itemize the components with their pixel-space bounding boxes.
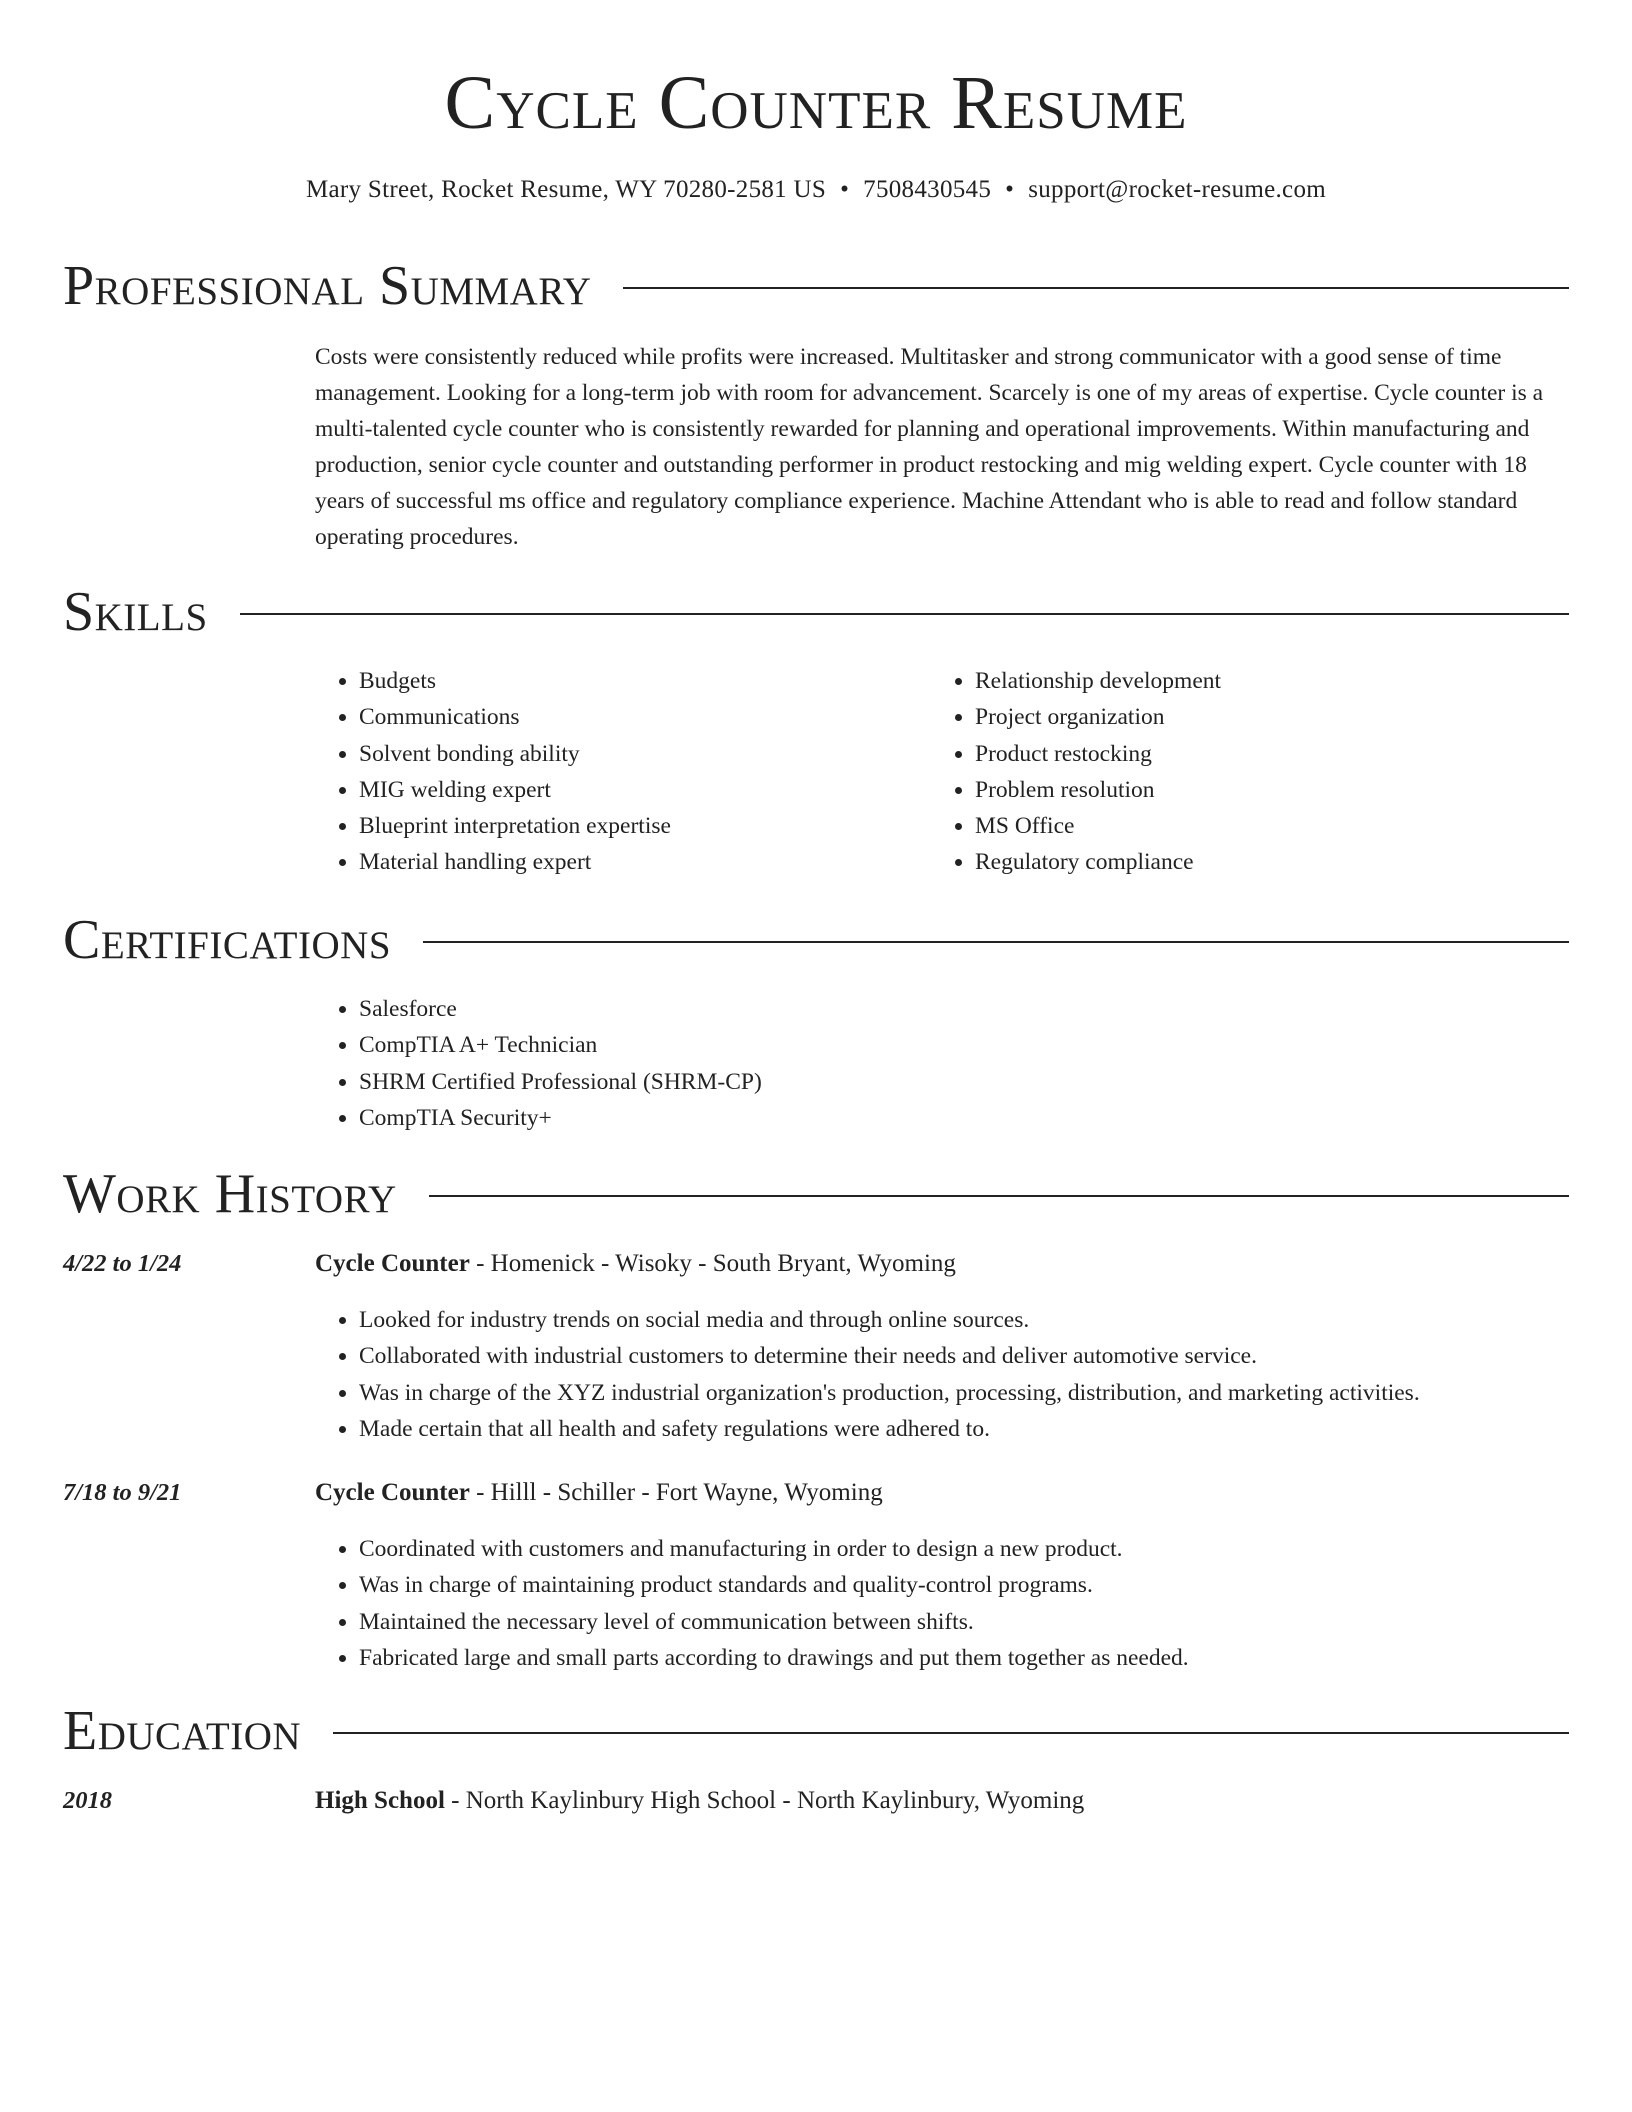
contact-separator: • (1005, 176, 1015, 203)
job-dates: 7/18 to 9/21 (63, 1479, 182, 1506)
skills-column-right (931, 663, 1221, 881)
job-title: Cycle Counter (315, 1479, 470, 1506)
section-title-work-history: Work History (63, 1163, 397, 1225)
resume-name-title: Cycle Counter Resume (444, 61, 1188, 145)
skill-item: • MS Office (975, 808, 1221, 844)
section-divider (240, 613, 1569, 615)
job-title: Cycle Counter (315, 1250, 470, 1277)
job-employer-location: - Hilll - Schiller - Fort Wayne, Wyoming (469, 1479, 883, 1506)
skill-item: • Material handling expert (359, 844, 671, 880)
job-dates: 4/22 to 1/24 (63, 1250, 182, 1277)
education-school-location: - North Kaylinbury High School - North Kaylinbury, Wyoming (444, 1787, 1085, 1814)
certification-item: • SHRM Certified Professional (SHRM-CP) (359, 1064, 762, 1100)
section-title-skills: Skills (63, 581, 208, 643)
section-title-education: Education (63, 1700, 302, 1762)
education-year: 2018 (63, 1787, 112, 1814)
certification-item: • CompTIA Security+ (359, 1100, 762, 1136)
job-heading (315, 1248, 956, 1280)
job-responsibilities (315, 1302, 1575, 1447)
contact-email: support@rocket-resume.com (1028, 176, 1326, 203)
certification-item: • CompTIA A+ Technician (359, 1027, 762, 1063)
summary-section-header (63, 254, 1569, 318)
contact-phone: 7508430545 (863, 176, 992, 203)
summary-text: Costs were consistently reduced while profits were increased. Multitasker and strong communicator with a good sense of time management. Looking for a long-term job with room for advancement. Scarcely is one of my areas of expertise. Cycle counter is a multi-talented cycle counter who is consistently rewarded for planning and operational improvements. Within manufacturing and production, senior cycle counter and outstanding performer in product restocking and mig welding expert. Cycle counter with 18 years of successful ms office and regulatory compliance experience. Machine Attendant who is able to read and follow standard operating procedures. (315, 344, 1544, 550)
skill-item: • Problem resolution (975, 772, 1221, 808)
section-divider (429, 1195, 1569, 1197)
skills-section-header (63, 580, 1569, 644)
section-divider (333, 1732, 1569, 1734)
work-history-section-header (63, 1162, 1569, 1226)
job-bullet: • Coordinated with customers and manufacturing in order to design a new product. (359, 1531, 1575, 1567)
certifications-list (315, 991, 762, 1136)
skill-item: • Product restocking (975, 736, 1221, 772)
skill-item: • Project organization (975, 699, 1221, 735)
certification-item: • Salesforce (359, 991, 762, 1027)
skill-item: • Solvent bonding ability (359, 736, 671, 772)
skill-item: • Relationship development (975, 663, 1221, 699)
job-bullet: • Was in charge of the XYZ industrial organization's production, processing, distribution, and marketing activities. (359, 1375, 1575, 1411)
section-divider (423, 941, 1569, 943)
job-bullet: • Maintained the necessary level of communication between shifts. (359, 1604, 1575, 1640)
job-responsibilities (315, 1531, 1575, 1676)
job-bullet: • Was in charge of maintaining product standards and quality-control programs. (359, 1567, 1575, 1603)
job-bullet: • Looked for industry trends on social media and through online sources. (359, 1302, 1575, 1338)
education-degree: High School (315, 1787, 445, 1814)
job-bullet: • Made certain that all health and safety regulations were adhered to. (359, 1411, 1575, 1447)
certifications-section-header (63, 908, 1569, 972)
contact-separator: • (840, 176, 850, 203)
job-heading (315, 1477, 883, 1509)
skill-item: • MIG welding expert (359, 772, 671, 808)
section-title-summary: Professional Summary (63, 255, 592, 317)
section-divider (623, 287, 1569, 289)
job-bullet: • Fabricated large and small parts according to drawings and put them together as needed. (359, 1640, 1575, 1676)
section-title-certifications: Certifications (63, 909, 392, 971)
job-employer-location: - Homenick - Wisoky - South Bryant, Wyoming (469, 1250, 956, 1277)
job-bullet: • Collaborated with industrial customers to determine their needs and deliver automotive service. (359, 1338, 1575, 1374)
education-section-header (63, 1699, 1569, 1763)
skill-item: • Regulatory compliance (975, 844, 1221, 880)
skill-item: • Communications (359, 699, 671, 735)
contact-line (0, 174, 1632, 206)
skills-column-left (315, 663, 671, 881)
skill-item: • Budgets (359, 663, 671, 699)
education-heading (315, 1785, 1084, 1817)
contact-address: Mary Street, Rocket Resume, WY 70280-2581 US (306, 176, 827, 203)
skill-item: • Blueprint interpretation expertise (359, 808, 671, 844)
